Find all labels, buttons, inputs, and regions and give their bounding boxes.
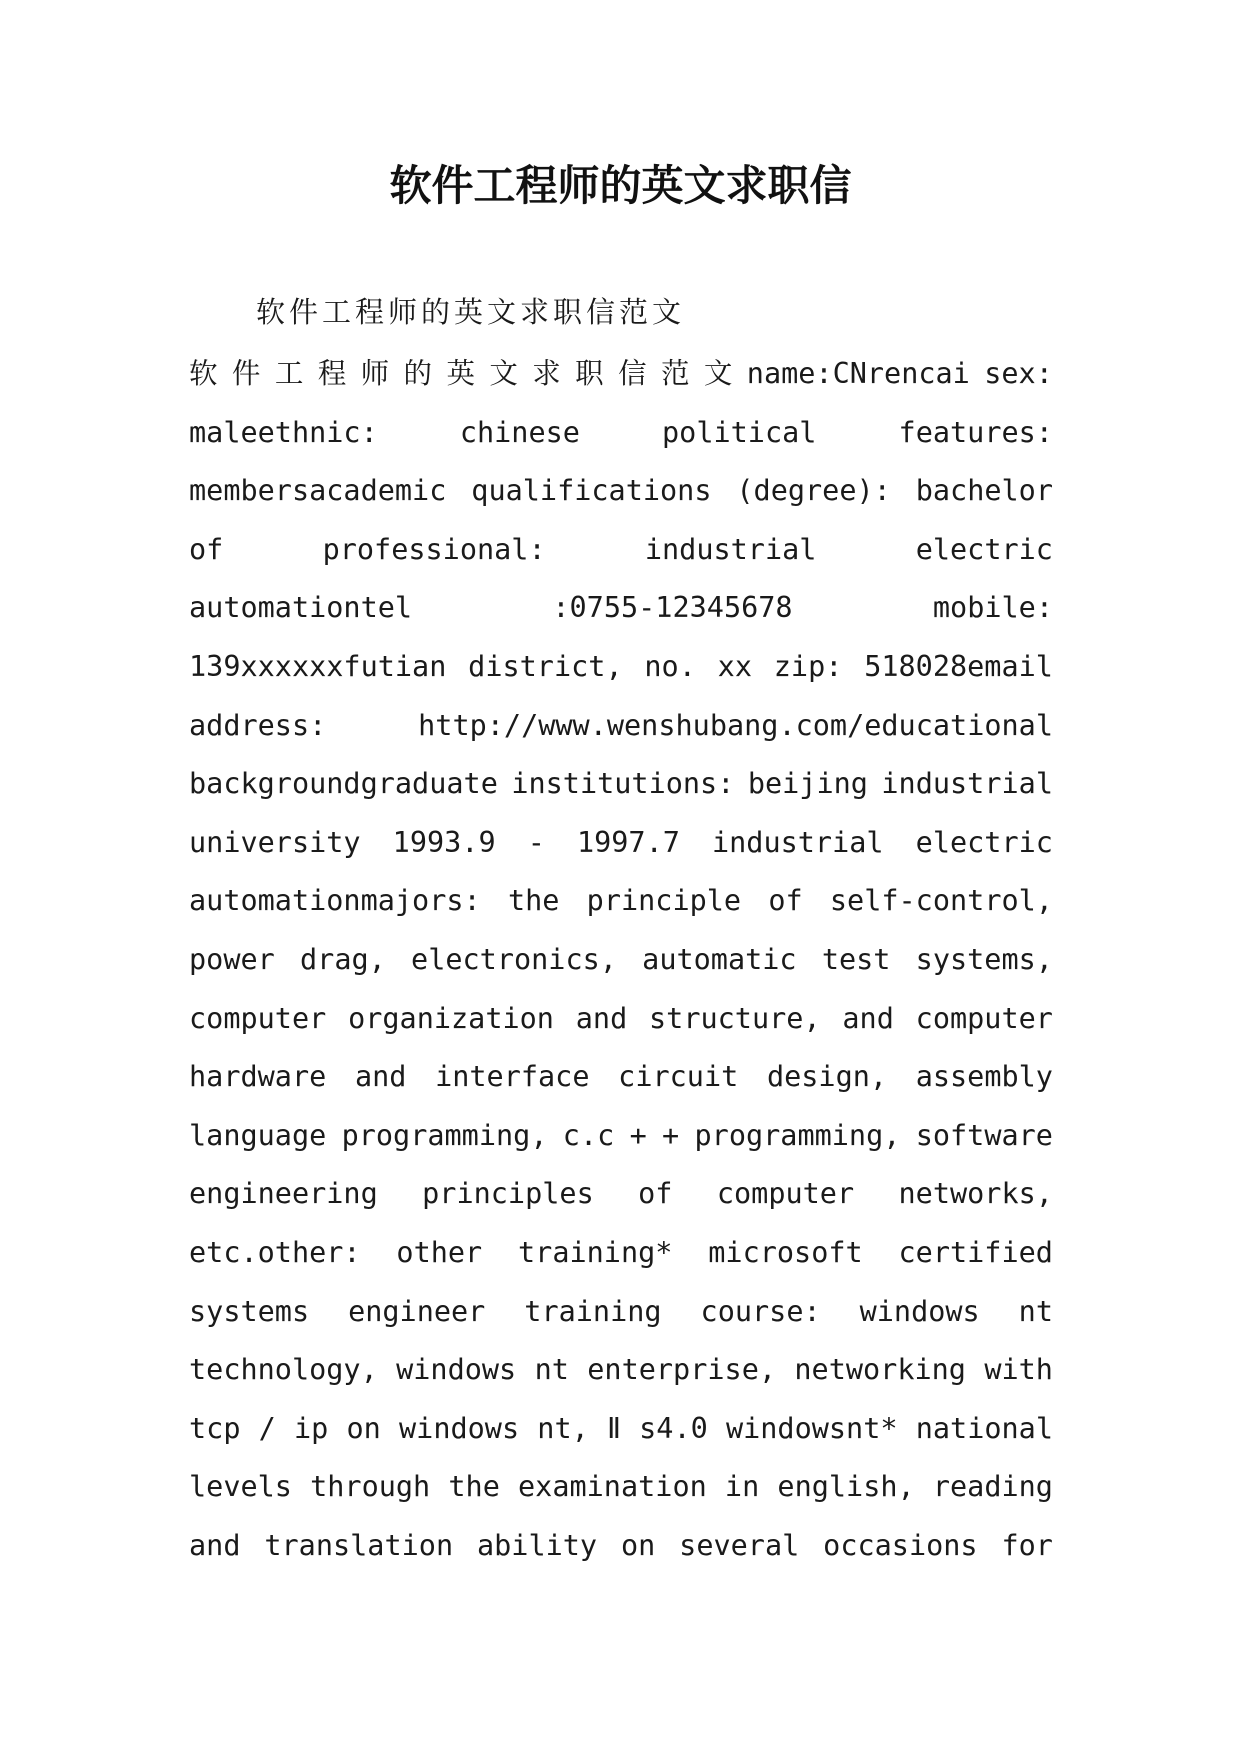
body-word: in (724, 1470, 760, 1504)
body-word: and (842, 1001, 894, 1035)
body-word: 1997.7 (576, 825, 680, 859)
body-word: 求 (532, 357, 561, 390)
body-word: organization (348, 1001, 554, 1035)
body-word: tcp (189, 1411, 241, 1445)
body-word: programming, (341, 1118, 548, 1152)
body-line (189, 530, 1053, 589)
body-word: + (629, 1118, 647, 1152)
body-word: zip: (773, 649, 843, 683)
body-word: 英 (446, 357, 475, 390)
body-word: networks, (898, 1177, 1053, 1211)
body-line (189, 999, 1053, 1058)
body-word: no. (644, 649, 696, 683)
body-line (189, 1116, 1053, 1175)
body-word: industrial (711, 825, 884, 859)
body-word: industrial (881, 767, 1053, 801)
body-word: examination (518, 1470, 707, 1504)
body-line (189, 354, 1053, 413)
body-word: xx (717, 649, 752, 683)
body-word: ip (294, 1411, 329, 1445)
body-word: professional: (322, 532, 546, 566)
body-word: nt (534, 1353, 569, 1387)
body-word: drag, (300, 942, 386, 976)
body-word: 范 (660, 357, 690, 390)
body-word: 工 (274, 357, 304, 390)
document-subtitle: 软件工程师的英文求职信范文 (256, 295, 686, 329)
body-word: technology, (189, 1353, 378, 1387)
body-word: self-control, (829, 884, 1053, 918)
body-line (189, 647, 1053, 706)
document-body (189, 354, 1053, 1584)
body-word: address: (189, 708, 327, 742)
body-line (189, 1526, 1053, 1585)
body-word: several (679, 1528, 800, 1562)
body-word: test (821, 942, 891, 976)
body-word: - (527, 825, 545, 859)
body-word: systems, (915, 942, 1053, 976)
body-word: automationmajors: (189, 884, 481, 918)
body-word: s4.0 (639, 1411, 708, 1445)
body-word: engineering (189, 1177, 378, 1211)
body-line (189, 706, 1053, 765)
body-word: windows (399, 1411, 520, 1445)
body-word: bachelor (915, 474, 1053, 508)
body-word: enterprise, (587, 1353, 777, 1387)
body-word: microsoft (708, 1235, 863, 1269)
body-word: course: (700, 1294, 821, 1328)
body-word: 518028email (864, 649, 1053, 683)
body-line (189, 1292, 1053, 1351)
body-word: electric (915, 532, 1053, 566)
body-line (189, 1174, 1053, 1233)
body-line (189, 1409, 1053, 1468)
body-word: 文 (489, 357, 518, 390)
body-word: windowsnt* (725, 1411, 898, 1445)
body-word: nt, (537, 1411, 589, 1445)
body-word: the (507, 884, 560, 918)
body-word: of (189, 532, 224, 566)
body-word: interface (435, 1060, 590, 1094)
body-word: training (524, 1294, 662, 1328)
body-word: qualifications (471, 474, 712, 508)
body-word: and (189, 1528, 241, 1562)
body-word: and (575, 1001, 628, 1035)
body-word: political (662, 415, 817, 449)
body-word: english, (777, 1470, 915, 1504)
body-word: industrial (644, 532, 817, 566)
body-word: 信 (618, 357, 647, 390)
body-line (189, 1467, 1053, 1526)
body-word: membersacademic (189, 474, 447, 508)
body-line (189, 1233, 1053, 1292)
body-word: 139xxxxxxfutian (189, 649, 447, 683)
body-word: computer (189, 1001, 327, 1035)
body-word: http://www.wenshubang.com/educational (418, 708, 1053, 742)
body-word: translation (264, 1528, 454, 1562)
body-word: features: (898, 415, 1053, 449)
body-word: power (189, 942, 275, 976)
body-word: of (768, 884, 803, 918)
body-word: design, (766, 1060, 888, 1094)
body-word: levels (189, 1470, 292, 1504)
body-word: on (620, 1528, 656, 1562)
body-word: training* (518, 1235, 673, 1269)
body-word: name:CNrencai (746, 357, 970, 390)
body-word: structure, (649, 1001, 821, 1035)
body-word: through (310, 1470, 431, 1504)
body-word: etc.other: (189, 1235, 361, 1269)
body-word: mobile: (932, 591, 1053, 625)
body-word: and (354, 1060, 407, 1094)
body-word: other (396, 1235, 483, 1269)
body-line (189, 1350, 1053, 1409)
body-word: occasions (823, 1528, 978, 1562)
body-line (189, 1057, 1053, 1116)
body-word: for (1001, 1528, 1053, 1562)
body-word: c.c (562, 1118, 615, 1152)
document-title: 软件工程师的英文求职信 (389, 161, 852, 210)
body-word: hardware (189, 1060, 327, 1094)
body-word: engineer (348, 1294, 486, 1328)
body-word: chinese (459, 415, 580, 449)
body-word: automatic (642, 942, 797, 976)
body-word: computer (716, 1177, 855, 1211)
body-word: beijing (747, 767, 868, 801)
body-word: 件 (231, 357, 261, 390)
body-word: principle (586, 884, 742, 918)
body-word: principles (422, 1177, 594, 1211)
body-line (189, 823, 1053, 882)
body-word: 文 (703, 357, 733, 390)
body-word: national (915, 1411, 1053, 1445)
body-word: automationtel (189, 591, 413, 625)
body-word: systems (189, 1294, 310, 1328)
body-word: programming, (694, 1118, 901, 1152)
body-word: language (189, 1118, 327, 1152)
body-word: reading (932, 1470, 1053, 1504)
body-word: of (638, 1177, 673, 1211)
body-word: windows (859, 1294, 980, 1328)
body-word: 程 (317, 357, 347, 390)
body-word: university (189, 825, 361, 859)
body-word: electric (915, 825, 1053, 859)
body-word: software (915, 1118, 1053, 1152)
body-line (189, 413, 1053, 472)
body-word: 软 (189, 357, 218, 390)
body-word: assembly (915, 1060, 1053, 1094)
body-word: :0755-12345678 (552, 591, 793, 625)
body-word: 1993.9 (392, 825, 496, 859)
body-line (189, 471, 1053, 530)
body-line (189, 940, 1053, 999)
body-word: electronics, (411, 942, 617, 976)
body-word: certified (898, 1235, 1053, 1269)
body-word: 师 (360, 357, 390, 390)
body-word: 的 (403, 357, 433, 390)
body-word: 职 (575, 357, 604, 390)
body-word: circuit (618, 1060, 739, 1094)
body-word: ability (476, 1528, 598, 1562)
body-word: district, (468, 649, 623, 683)
body-line (189, 764, 1053, 823)
body-word: sex: (984, 357, 1053, 390)
body-line (189, 881, 1053, 940)
body-word: with (984, 1353, 1053, 1387)
body-word: Ⅱ (606, 1411, 621, 1445)
body-word: computer (915, 1001, 1053, 1035)
body-word: on (346, 1411, 381, 1445)
body-word: / (258, 1411, 276, 1445)
body-word: networking (794, 1353, 966, 1387)
body-word: (degree): (736, 474, 891, 508)
body-word: the (448, 1470, 500, 1504)
body-word: windows (396, 1353, 517, 1387)
body-line (189, 588, 1053, 647)
body-word: backgroundgraduate (189, 767, 498, 801)
body-word: institutions: (511, 767, 735, 801)
body-word: maleethnic: (189, 415, 378, 449)
body-word: + (662, 1118, 680, 1152)
body-word: nt (1018, 1294, 1053, 1328)
